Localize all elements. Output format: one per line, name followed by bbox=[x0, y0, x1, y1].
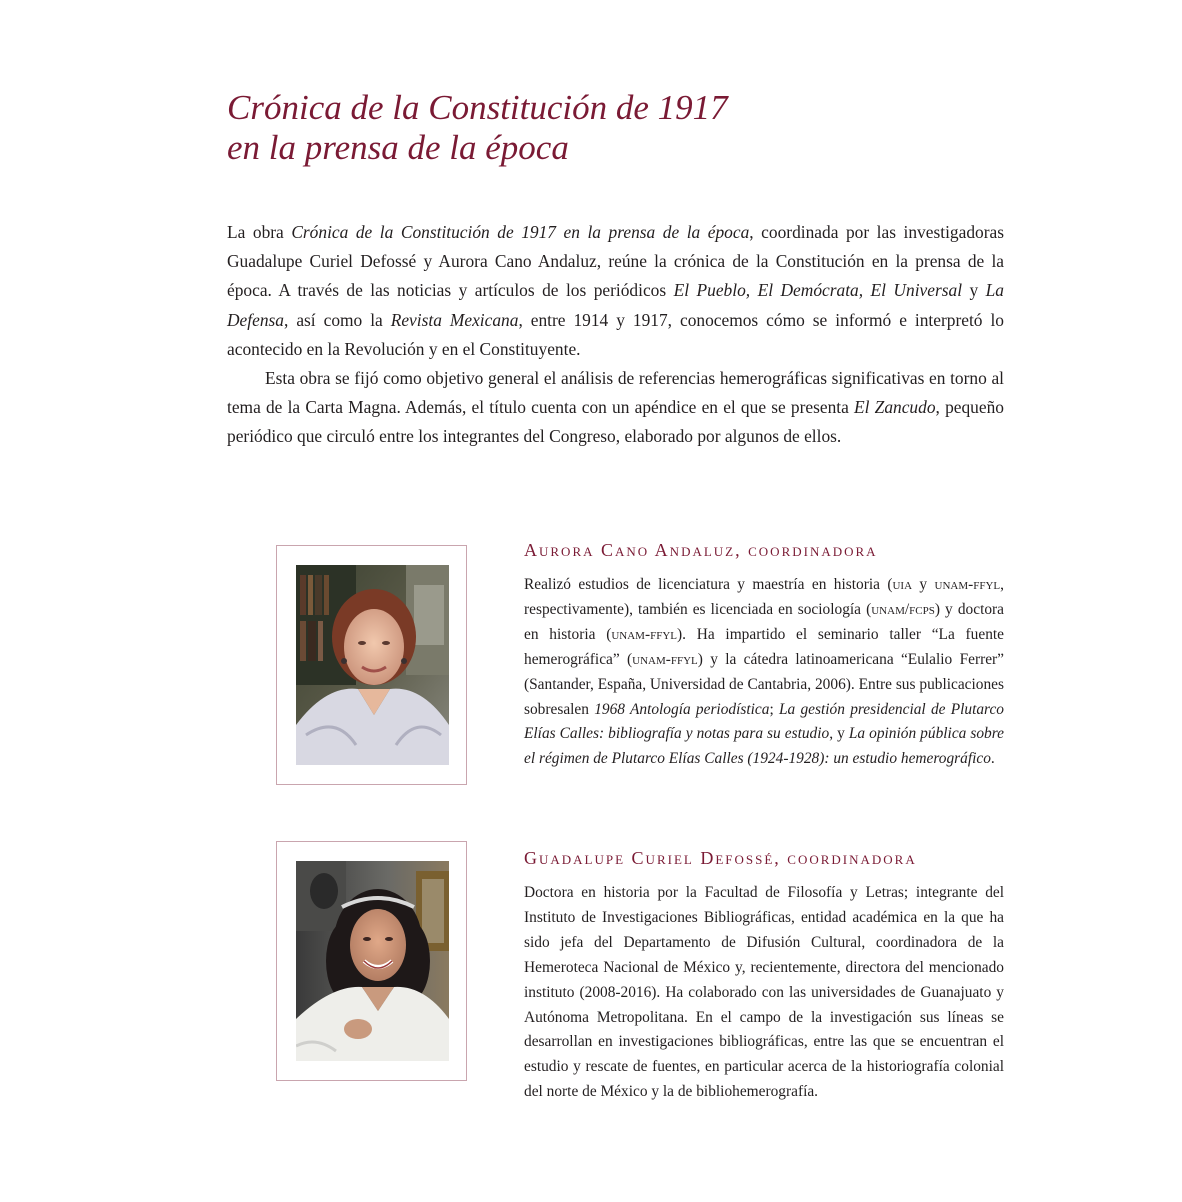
title-line-1: Crónica de la Constitución de 1917 bbox=[227, 88, 728, 127]
publication-3: La opinión pública sobre el régimen de Plutarco Elías Calles (1924-1928): un estudio hemerográfico bbox=[524, 725, 1004, 768]
intro-text bbox=[227, 218, 1004, 452]
newspaper-la-defensa: La Defensa bbox=[227, 280, 1005, 330]
bio-aurora bbox=[524, 537, 1004, 772]
bio-aurora-text-2: y bbox=[912, 576, 935, 593]
publication-1: 1968 Antología periodística bbox=[594, 700, 770, 718]
abbr-unam-ffyl: unam-ffyl bbox=[934, 576, 1001, 593]
intro-p1-text-5: , entre 1914 y 1917, conocemos cómo se informó e interpretó lo acontecido en la Revolución y en el Constituyente. bbox=[227, 309, 1004, 359]
publication-2: La gestión presidencial de Plutarco Elías Calles: bibliografía y notas para su estudio bbox=[524, 700, 1005, 743]
intro-p1-text-2: , coordinada por las investigadoras Guadalupe Curiel Defossé y Aurora Cano Andaluz, reúne la crónica de la Constitución en la prensa de la época. A través de las noticias y artículos de los periódicos bbox=[227, 222, 1004, 301]
intro-p1-text-4: , así como la bbox=[284, 309, 391, 330]
bio-aurora-text-7: ; bbox=[769, 700, 779, 718]
photo-frame-aurora bbox=[276, 545, 467, 785]
el-zancudo: El Zancudo bbox=[854, 397, 936, 418]
newspapers-list: El Pueblo, El Demócrata, El Universal bbox=[673, 280, 963, 301]
bio-aurora-text-3: , respectivamente), también es licenciada en sociología ( bbox=[524, 576, 1004, 618]
bio-guadalupe bbox=[524, 845, 1004, 1105]
bio-guadalupe-text: Doctora en historia por la Facultad de Filosofía y Letras; integrante del Instituto de Investigaciones Bibliográficas, entidad académica en la que ha sido jefa del Departamento de Difusión Cultural, coordinadora de la Hemeroteca Nacional de México y, recientemente, directora del mencionado instituto (2008-2016). Ha colaborado con las universidades de Guanajuato y Autónoma Metropolitana. En el campo de la investigación sus líneas se desarrollan en investigaciones bibliográficas, entre las que se encuentran el estudio y rescate de fuentes, en particular acerca de la historiografía colonial del norte de México y la de bibliohemerografía. bbox=[524, 884, 1004, 1101]
bio-aurora-text-9: . bbox=[990, 750, 995, 768]
abbr-unam-ffyl: unam-ffyl bbox=[611, 625, 677, 643]
intro-paragraph-2 bbox=[227, 364, 1004, 452]
photo-frame-guadalupe bbox=[276, 841, 467, 1081]
page-title bbox=[227, 88, 987, 168]
abbr-unam-ffyl: unam-ffyl bbox=[632, 650, 698, 668]
title-line-2: en la prensa de la época bbox=[227, 128, 569, 167]
intro-p1-text-1: La obra bbox=[227, 222, 292, 242]
portrait-aurora bbox=[296, 565, 449, 765]
intro-paragraph-1 bbox=[227, 218, 1004, 364]
book-title: Crónica de la Constitución de 1917 en la prensa de la época bbox=[291, 222, 750, 242]
bio-aurora-text-4: ) y doctora en historia ( bbox=[524, 600, 1004, 643]
bio-aurora-text-1: Realizó estudios de licenciatura y maestría en historia ( bbox=[524, 576, 893, 593]
intro-p2-text-2: , pequeño periódico que circuló entre los integrantes del Congreso, elaborado por algunos de ellos. bbox=[227, 397, 1004, 447]
bio-guadalupe-heading: Guadalupe Curiel Defossé, coordinadora bbox=[524, 848, 917, 868]
bio-aurora-text bbox=[524, 573, 1004, 772]
portrait-guadalupe bbox=[296, 861, 449, 1061]
intro-p2-text-1: Esta obra se fijó como objetivo general el análisis de referencias hemerográficas significativas en torno al tema de la Carta Magna. Además, el título cuenta con un apéndice en el que se presenta bbox=[227, 368, 1004, 418]
abbr-unam-fcps: unam/fcps bbox=[871, 600, 935, 618]
abbr-uia: uia bbox=[892, 576, 913, 593]
bio-aurora-text-6: ) y la cátedra latinoamericana “Eulalio Ferrer” (Santander, España, Universidad de Cantabria, 2006). Entre sus publicaciones sobresalen bbox=[524, 650, 1004, 718]
bio-aurora-text-8: , y bbox=[829, 725, 849, 743]
bio-aurora-text-5: ). Ha impartido el seminario taller “La fuente hemerográfica” ( bbox=[524, 625, 1005, 668]
bio-aurora-heading: Aurora Cano Andaluz, coordinadora bbox=[524, 540, 878, 560]
intro-p1-text-3: y bbox=[962, 280, 986, 301]
revista-mexicana: Revista Mexicana bbox=[390, 309, 519, 330]
